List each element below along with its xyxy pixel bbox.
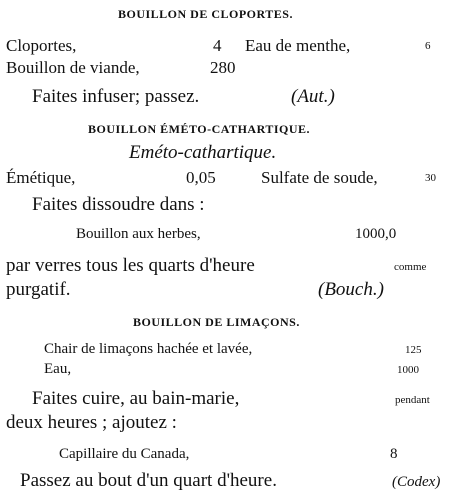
source-bouch: (Bouch.) bbox=[318, 279, 384, 300]
final-instruction: Passez au bout d'un quart d'heure. bbox=[20, 470, 277, 491]
note-line1-end: comme bbox=[394, 261, 427, 273]
instruction-dissoudre: Faites dissoudre dans : bbox=[32, 194, 205, 215]
amount-eau: 1000 bbox=[397, 364, 419, 376]
ingredient-cloportes: Cloportes, bbox=[6, 36, 77, 55]
amount-chair-de-limacons: 125 bbox=[405, 344, 422, 356]
ingredient-capillaire: Capillaire du Canada, bbox=[59, 446, 190, 462]
ingredient-bouillon-aux-herbes: Bouillon aux herbes, bbox=[76, 226, 201, 242]
section-title-emeto: BOUILLON ÉMÉTO-CATHARTIQUE. bbox=[88, 122, 310, 136]
amount-sulfate-de-soude: 30 bbox=[425, 172, 436, 184]
section-title-limacons: BOUILLON DE LIMAÇONS. bbox=[133, 315, 300, 329]
ingredient-eau: Eau, bbox=[44, 361, 72, 377]
source-codex: (Codex) bbox=[392, 474, 441, 490]
ingredient-eau-de-menthe: Eau de menthe, bbox=[245, 36, 351, 55]
ingredient-sulfate-de-soude: Sulfate de soude, bbox=[261, 168, 378, 187]
amount-bouillon-aux-herbes: 1000,0 bbox=[355, 226, 397, 242]
amount-bouillon-de-viande: 280 bbox=[210, 58, 236, 77]
ingredient-emetique: Émétique, bbox=[6, 168, 76, 187]
amount-emetique: 0,05 bbox=[186, 168, 216, 187]
instruction-infuser: Faites infuser; passez. bbox=[32, 86, 200, 107]
amount-capillaire: 8 bbox=[390, 446, 398, 462]
note-line1: par verres tous les quarts d'heure bbox=[6, 255, 255, 276]
note-line2: purgatif. bbox=[6, 279, 71, 300]
amount-cloportes: 4 bbox=[213, 36, 222, 55]
ingredient-bouillon-de-viande: Bouillon de viande, bbox=[6, 58, 140, 77]
section-subtitle-emeto: Eméto-cathartique. bbox=[129, 142, 277, 163]
instruction-cuire-line2: deux heures ; ajoutez : bbox=[6, 412, 177, 433]
instruction-cuire-line1: Faites cuire, au bain-marie, bbox=[32, 388, 240, 409]
instruction-cuire-line1-end: pendant bbox=[395, 394, 430, 406]
section-title-cloportes: BOUILLON DE CLOPORTES. bbox=[118, 7, 293, 21]
source-aut: (Aut.) bbox=[291, 86, 335, 107]
amount-eau-de-menthe: 6 bbox=[425, 40, 431, 52]
ingredient-chair-de-limacons: Chair de limaçons hachée et lavée, bbox=[44, 341, 253, 357]
